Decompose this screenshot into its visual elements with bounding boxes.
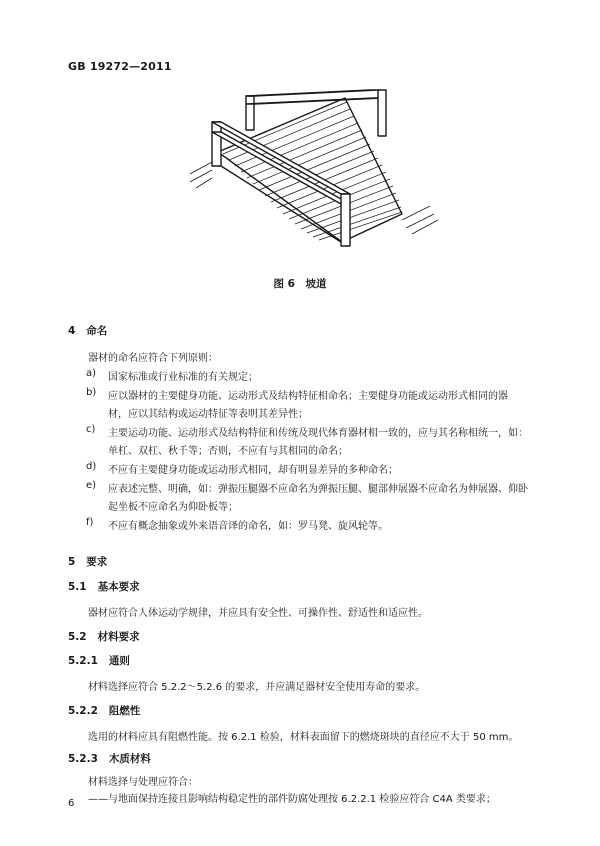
list-item-line: 材，应以其结构或运动特征等表明其差异性；	[108, 409, 308, 420]
list-item-line: 国家标准或行业标准的有关规定；	[108, 372, 258, 383]
section-5-2-1-heading	[68, 653, 130, 668]
page-number: 6	[68, 798, 75, 809]
section-5-number: 5	[68, 556, 76, 568]
section-5-1-text: 器材应符合人体运动学规律，并应具有安全性、可操作性、舒适性和适应性。	[88, 608, 428, 619]
list-item-line: 单杠、双杠、秋千等；否则，不应有与其相同的命名；	[108, 446, 348, 457]
section-5-2-title: 材料要求	[97, 631, 140, 643]
ramp-figure	[150, 82, 450, 272]
section-4-intro: 器材的命名应符合下列原则：	[88, 353, 218, 364]
section-5-1-heading	[68, 579, 140, 594]
section-5-2-number: 5.2	[68, 631, 87, 643]
section-5-2-1-number: 5.2.1	[68, 655, 98, 667]
section-4-number: 4	[68, 325, 76, 337]
list-item-line: 应以器材的主要健身功能、运动形式及结构特征相命名；主要健身功能或运动形式相同的器	[108, 391, 508, 402]
list-item-line: 起坐板不应命名为仰卧板等；	[108, 502, 238, 513]
section-5-2-heading	[68, 629, 140, 644]
list-marker: e)	[86, 480, 97, 491]
section-5-2-2-title: 阻燃性	[108, 705, 141, 717]
section-5-2-1-title: 通则	[108, 655, 130, 667]
list-marker: d)	[86, 461, 97, 472]
section-5-title: 要求	[86, 556, 108, 568]
list-item-line: 应表述完整、明确，如：弹振压腿器不应命名为弹振压腿、腿部伸展器不应命名为伸展器、仰卧	[108, 484, 528, 495]
section-5-1-number: 5.1	[68, 581, 87, 593]
section-4-title: 命名	[86, 325, 108, 337]
section-4-heading	[68, 323, 107, 338]
list-item-line: 主要运动功能、运动形式及结构特征和传统及现代体育器材相一致的，应与其名称相统一，如：	[108, 428, 528, 439]
section-5-2-2-number: 5.2.2	[68, 705, 98, 717]
list-item-line: 不应有概念抽象或外来语音译的命名，如：罗马凳、旋风轮等。	[108, 521, 388, 532]
section-5-2-1-text: 材料选择应符合 5.2.2～5.2.6 的要求，并应满足器材安全使用寿命的要求。	[88, 682, 426, 693]
section-5-heading	[68, 554, 107, 569]
section-5-2-3-heading	[68, 751, 151, 766]
section-5-2-3-text: 材料选择与处理应符合：	[88, 777, 198, 788]
list-marker: f)	[86, 517, 94, 528]
standard-number: GB 19272—2011	[68, 60, 172, 73]
list-marker: a)	[86, 368, 97, 379]
list-marker: c)	[86, 424, 96, 435]
figure-caption: 图 6 坡道	[273, 278, 327, 290]
list-marker: b)	[86, 387, 97, 398]
section-5-2-3-number: 5.2.3	[68, 753, 98, 765]
list-item-line: 不应有主要健身功能或运动形式相同，却有明显差异的多种命名；	[108, 465, 398, 476]
section-5-2-2-heading	[68, 703, 140, 718]
section-5-2-2-text: 选用的材料应具有阻燃性能。按 6.2.1 检验，材料表面留下的燃烧斑块的直径应不大于 50 mm。	[88, 732, 519, 743]
section-5-2-3-dash-item: ——与地面保持连接且影响结构稳定性的部件防腐处理按 6.2.2.1 检验应符合 C4A 类要求；	[88, 794, 496, 805]
section-5-2-3-title: 木质材料	[108, 753, 151, 765]
section-5-1-title: 基本要求	[97, 581, 140, 593]
